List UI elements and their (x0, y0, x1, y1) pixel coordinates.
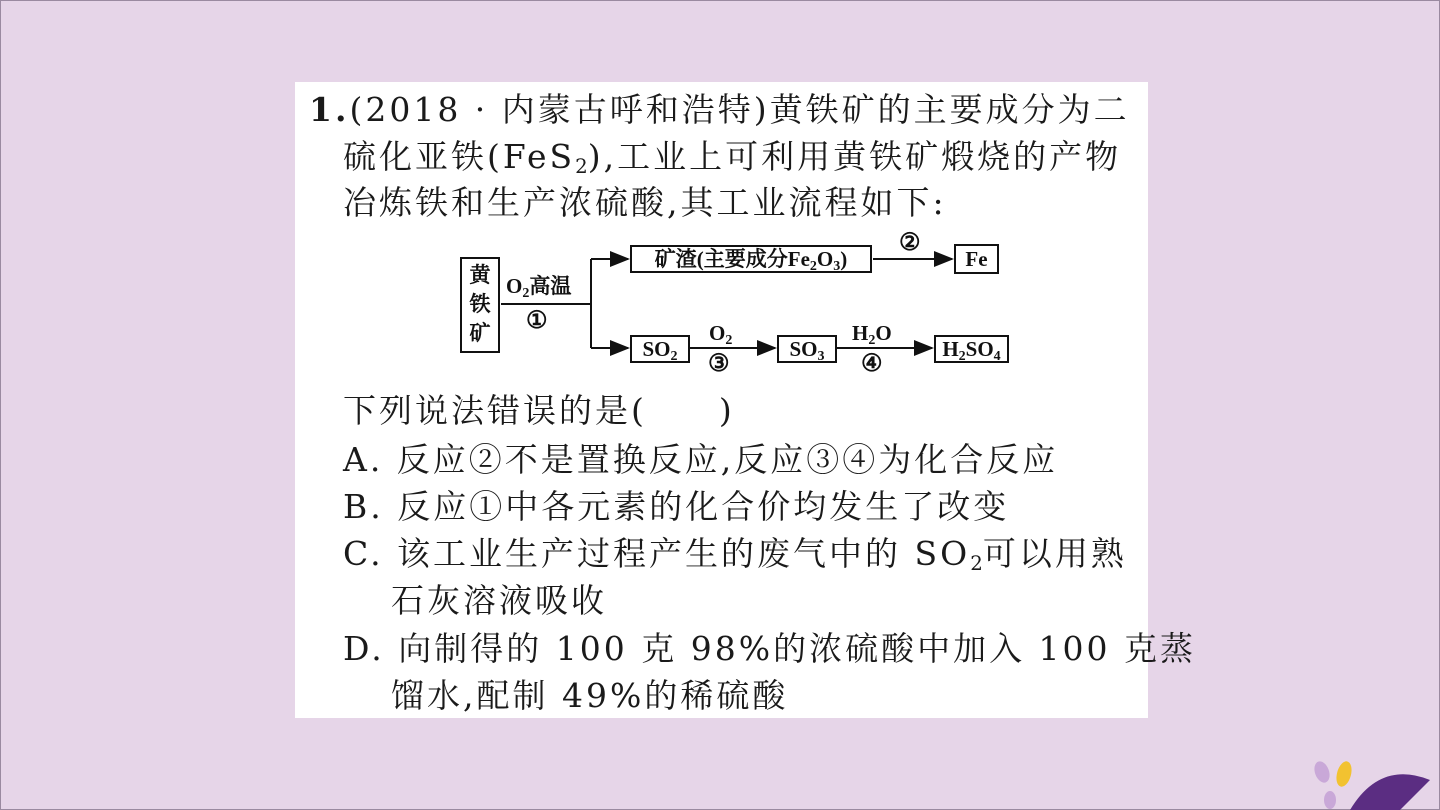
so3-box: SO3 (777, 335, 837, 363)
pyrite-box: 黄 铁 矿 (460, 257, 500, 353)
option-b: B. 反应①中各元素的化合价均发生了改变 (343, 487, 1010, 526)
question-line-2: 硫化亚铁(FeS$_2$),工业上可利用黄铁矿煅烧的产物 (343, 137, 1122, 178)
step2-number: ② (899, 230, 921, 256)
step3-number: ③ (708, 351, 730, 377)
step1-number: ① (526, 308, 548, 334)
h2so4-box: H2SO4 (934, 335, 1009, 363)
question-line-3: 冶炼铁和生产浓硫酸,其工业流程如下: (343, 183, 947, 222)
option-c-line-1: C. 该工业生产过程产生的废气中的 $SO_2$可以用熟 (343, 534, 1127, 575)
question-card (295, 82, 1197, 718)
option-a: A. 反应②不是置换反应,反应③④为化合反应 (343, 440, 1059, 479)
decorative-leaves-icon (1310, 740, 1440, 810)
iron-box: Fe (954, 244, 999, 274)
question-text-1: (2018 · 内蒙古呼和浩特)黄铁矿的主要成分为二 (349, 90, 1130, 129)
slag-box: 矿渣(主要成分Fe2O3) (630, 245, 872, 273)
step1-condition: O2高温 (506, 274, 572, 301)
question-number: 1. (309, 90, 350, 129)
option-d-line-1: D. 向制得的 100 克 98%的浓硫酸中加入 100 克蒸 (343, 629, 1197, 668)
option-d-line-2: 馏水,配制 49%的稀硫酸 (391, 676, 789, 715)
option-c-line-2: 石灰溶液吸收 (391, 581, 607, 620)
so2-box: SO2 (630, 335, 690, 363)
step3-condition: O2 (709, 321, 733, 348)
step4-condition: H2O (852, 321, 892, 348)
question-prompt: 下列说法错误的是( ) (343, 391, 735, 430)
step4-number: ④ (861, 351, 883, 377)
